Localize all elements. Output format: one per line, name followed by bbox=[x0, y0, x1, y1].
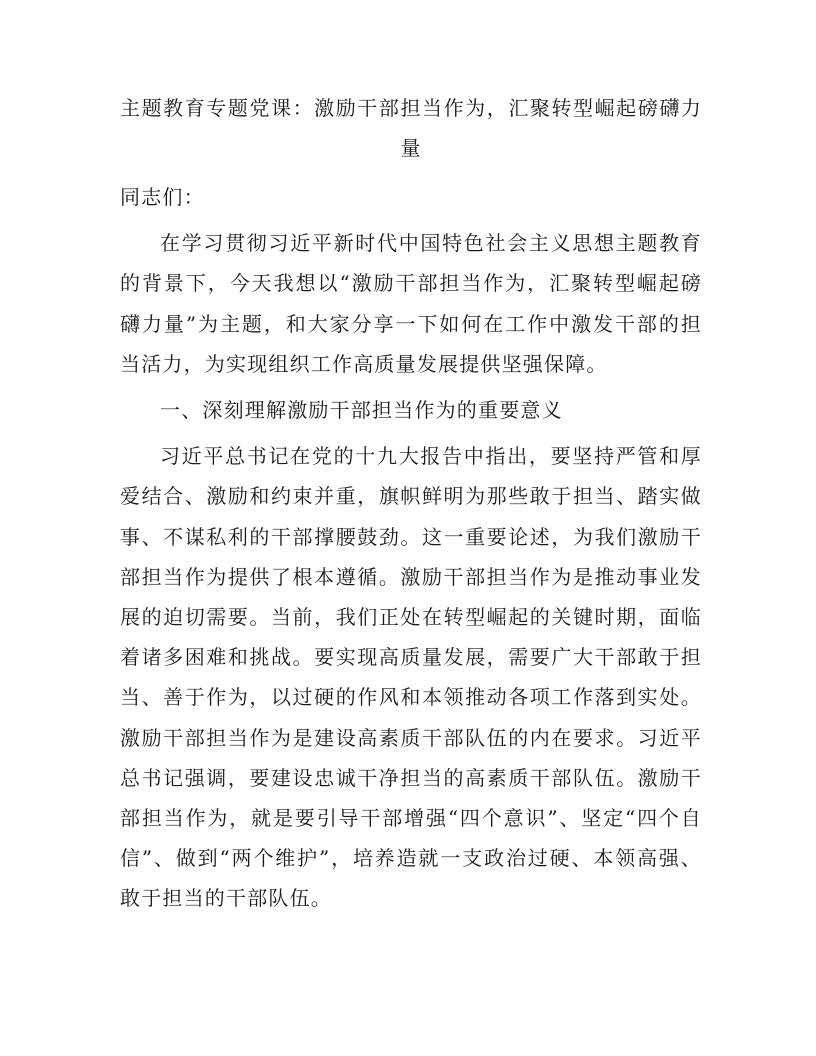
document-title bbox=[120, 88, 702, 168]
document-title-line-1: 主题教育专题党课：激励干部担当作为，汇聚转型崛起磅礴力 bbox=[120, 96, 702, 120]
section-1-paragraph: 习近平总书记在党的十九大报告中指出，要坚持严管和厚爱结合、激励和约束并重，旗帜鲜明为那些敢于担当、踏实做事、不谋私利的干部撑腰鼓劲。这一重要论述，为我们激励干部担当作为提供了根本遵循。激励干部担当作为是推动事业发展的迫切需要。当前，我们正处在转型崛起的关键时期，面临着诸多困难和挑战。要实现高质量发展，需要广大干部敢于担当、善于作为，以过硬的作风和本领推动各项工作落到实处。激励干部担当作为是建设高素质干部队伍的内在要求。习近平总书记强调，要建设忠诚干净担当的高素质干部队伍。激励干部担当作为，就是要引导干部增强“四个意识”、坚定“四个自信”、做到“两个维护”，培养造就一支政治过硬、本领高强、敢于担当的干部队伍。 bbox=[120, 444, 702, 911]
intro-paragraph: 在学习贯彻习近平新时代中国特色社会主义思想主题教育的背景下，今天我想以“激励干部担当作为，汇聚转型崛起磅礴力量”为主题，和大家分享一下如何在工作中激发干部的担当活力，为实现组织工作高质量发展提供坚强保障。 bbox=[120, 231, 702, 376]
document-page bbox=[120, 88, 702, 919]
section-1-heading: 一、深刻理解激励干部担当作为的重要意义 bbox=[160, 398, 563, 423]
document-title-line-2: 量 bbox=[400, 136, 422, 160]
greeting: 同志们： bbox=[120, 185, 205, 209]
